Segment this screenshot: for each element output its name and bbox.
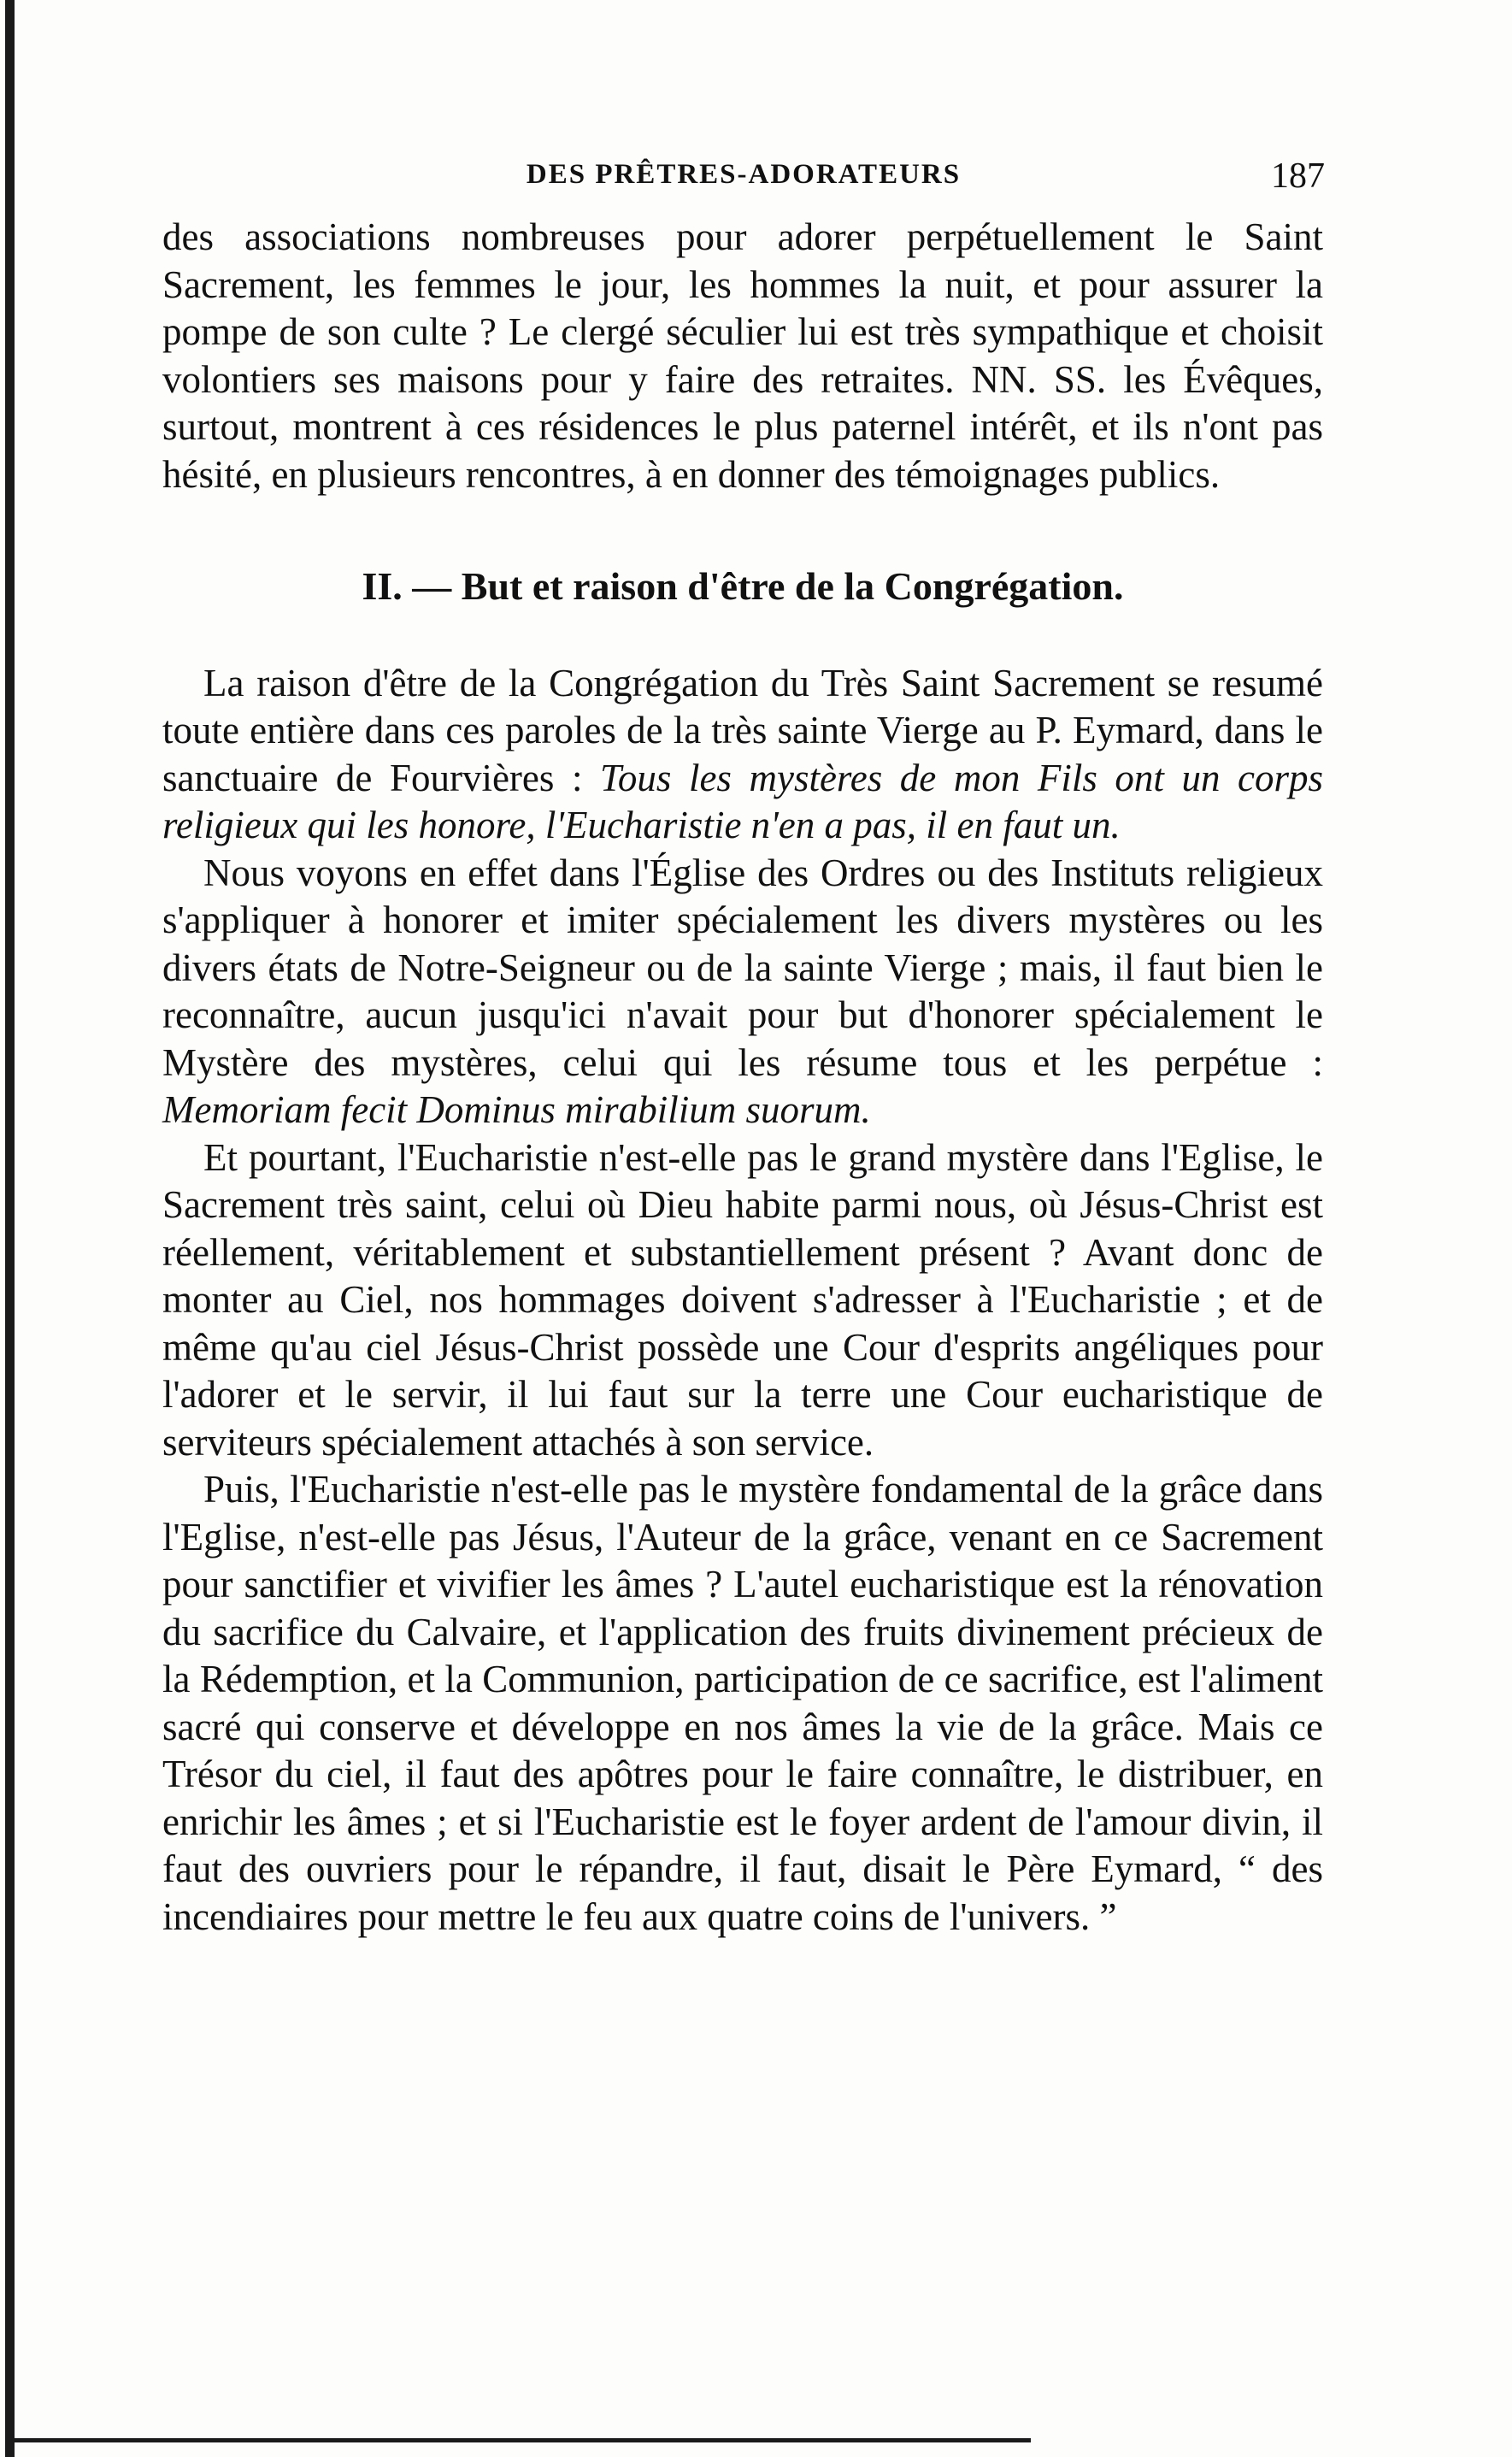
page-number: 187 — [1271, 156, 1325, 196]
paragraph-raison-d-etre — [162, 660, 1323, 850]
paragraph-ordres — [162, 850, 1323, 1134]
paragraph-text: Nous voyons en effet dans l'Église des Ordres ou des Instituts religieux s'appliquer à honorer et imiter spécialement les divers mystères ou les divers états de Notre-Seigneur ou de la sainte Vierge ; mais, il faut bien le reconnaître, aucun jusqu'ici n'avait pour but d'honorer spécialement le Mystère des mystères, celui qui les résume tous et les perpétue : — [162, 851, 1323, 1084]
paragraph-eucharistie-mystere: Et pourtant, l'Eucharistie n'est-elle pas le grand mystère dans l'Eglise, le Sacrement très saint, celui où Dieu habite parmi nous, où Jésus-Christ est réellement, véritablement et substantiellement présent ? Avant donc de monter au Ciel, nos hommages doivent s'adresser à l'Eucharistie ; et de même qu'au ciel Jésus-Christ possède une Cour d'esprits angéliques pour l'adorer et le servir, il lui faut sur la terre une Cour eucharistique de serviteurs spécialement attachés à son service. — [162, 1135, 1323, 1464]
body-text — [162, 214, 1323, 1941]
page-header — [162, 156, 1325, 202]
paragraph-eucharistie-grace: Puis, l'Eucharistie n'est-elle pas le mystère fondamental de la grâce dans l'Eglise, n'est-elle pas Jésus, l'Auteur de la grâce, venant en ce Sacrement pour sanctifier et vivifier les âmes ? L'autel eucharistique est la rénovation du sacrifice du Calvaire, et l'application des fruits divinement précieux de la Rédemption, et la Communion, participation de ce sacrifice, est l'aliment sacré qui conserve et développe en nos âmes la vie de la grâce. Mais ce Trésor du ciel, il faut des apôtres pour le faire connaître, le distribuer, en enrichir les âmes ; et si l'Eucharistie est le foyer ardent de l'amour divin, il faut des ouvriers pour le répandre, il faut, disait le Père Eymard, “ des incendiaires pour mettre le feu aux quatre coins de l'univers. ” — [162, 1468, 1323, 1938]
italic-quotation: Tous les mystères de mon Fils ont un corps religieux qui les honore, l'Eucharistie n'en a pas, il en faut un. — [162, 756, 1323, 846]
scan-left-border — [5, 0, 15, 2457]
section-heading: II. — But et raison d'être de la Congrégation. — [362, 564, 1124, 608]
paragraph-text: La raison d'être de la Congrégation du Très Saint Sacrement se resumé toute entière dans ces paroles de la très sainte Vierge au P. Eymard, dans le sanctuaire de Fourvières : — [162, 661, 1323, 799]
italic-quotation: Memoriam fecit Dominus mirabilium suorum. — [162, 1088, 871, 1131]
scan-bottom-border — [5, 2438, 1031, 2442]
paragraph-continued: des associations nombreuses pour adorer perpétuellement le Saint Sacrement, les femmes le jour, les hommes la nuit, et pour assurer la pompe de son culte ? Le clergé séculier lui est très sympathique et choisit volontiers ses maisons pour y faire des retraites. NN. SS. les Évêques, surtout, montrent à ces résidences le plus paternel intérêt, et ils n'ont pas hésité, en plusieurs rencontres, à en donner des témoignages publics. — [162, 215, 1323, 496]
running-title: DES PRÊTRES-ADORATEURS — [526, 159, 962, 190]
